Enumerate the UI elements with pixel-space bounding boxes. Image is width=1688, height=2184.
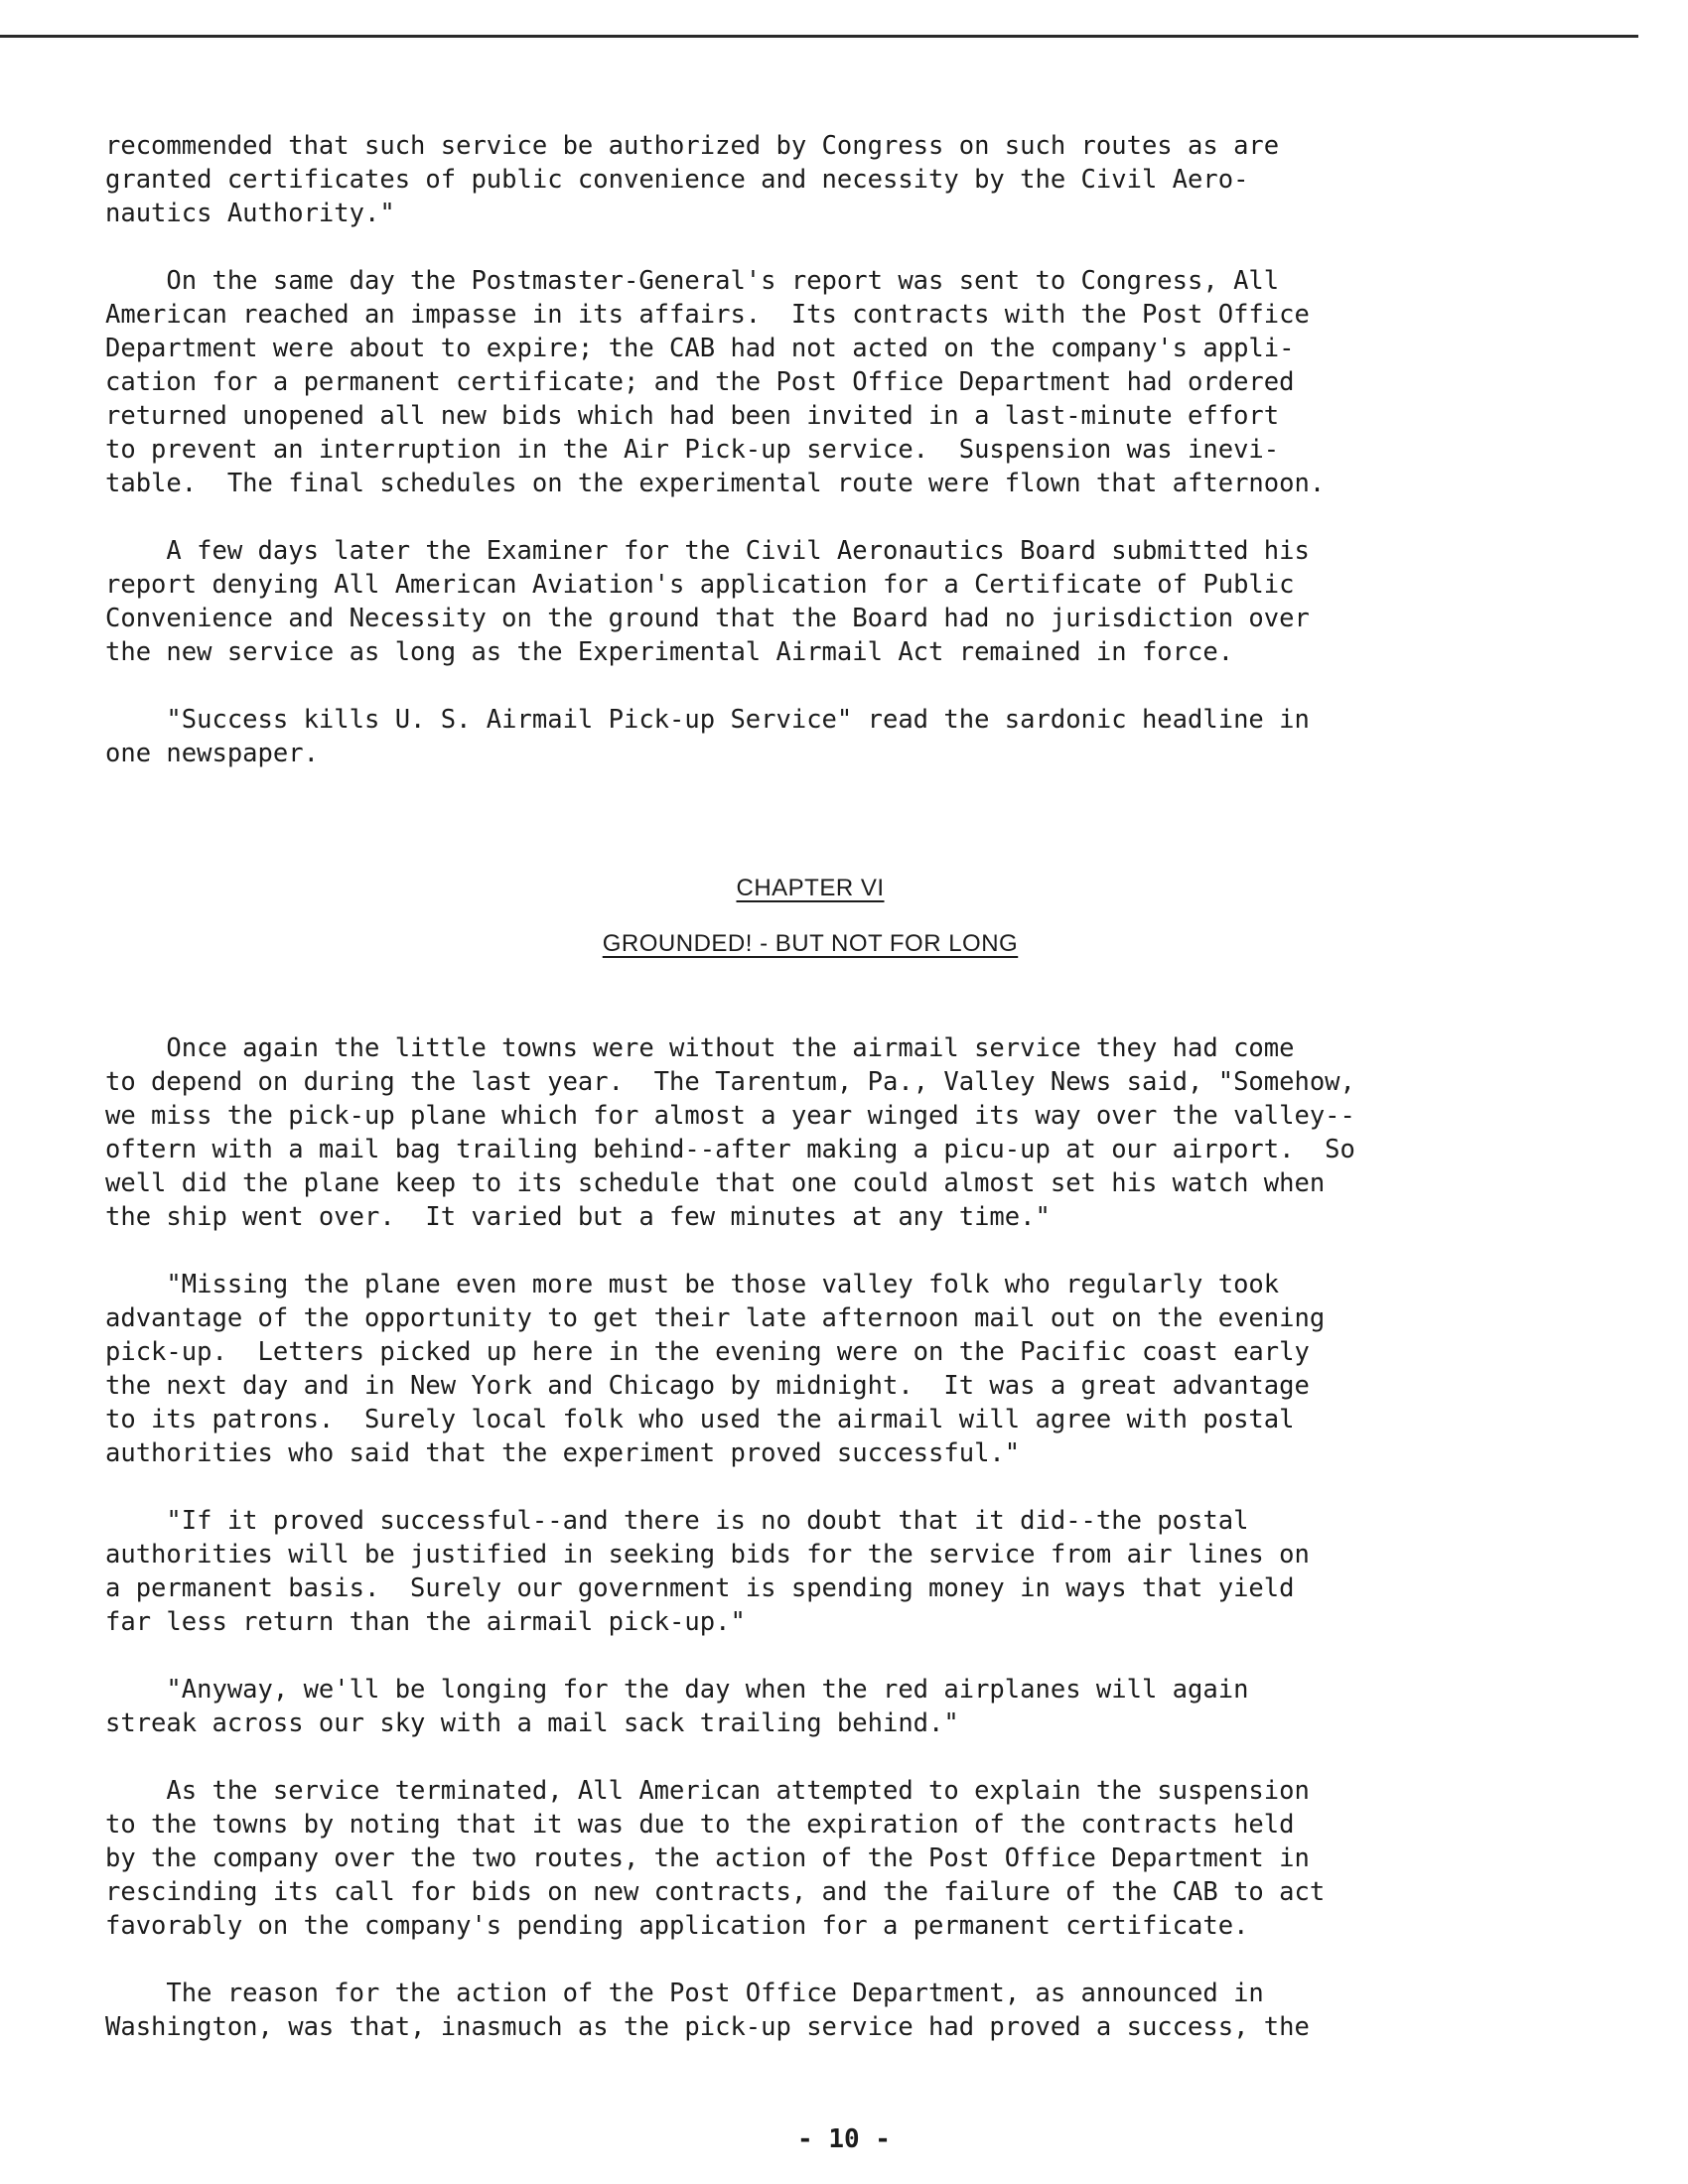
- chapter-title: [105, 927, 1515, 961]
- paragraph: As the service terminated, All American attempted to explain the suspension to the towns by noting that it was due to the expiration of the contracts held by the company over the two routes, the action of the Post Office Department in rescinding its call for bids on new contracts, and the failure of the CAB to act favorably on the company's pending application for a permanent certificate.: [105, 1776, 1326, 1941]
- paragraph: The reason for the action of the Post Office Department, as announced in Washington, was that, inasmuch as the pick-up service had proved a success, the: [105, 1979, 1310, 2042]
- paragraph: recommended that such service be authorized by Congress on such routes as are granted certificates of public convenience and necessity by the Civil Aero- nautics Authority.": [105, 131, 1280, 228]
- paragraph: "Anyway, we'll be longing for the day when the red airplanes will again streak across our sky with a mail sack trailing behind.": [105, 1675, 1249, 1738]
- paragraph: "If it proved successful--and there is no doubt that it did--the postal authorities will be justified in seeking bids for the service from air lines on a permanent basis. Surely our government is spending money in ways that yield far less return than the airmail pick-up.": [105, 1506, 1310, 1637]
- page-number: - 10 -: [797, 2124, 891, 2154]
- chapter-title-text: GROUNDED! - BUT NOT FOR LONG: [602, 930, 1019, 957]
- paragraph: "Success kills U. S. Airmail Pick-up Service" read the sardonic headline in one newspaper.: [105, 705, 1310, 768]
- chapter-heading: [105, 872, 1515, 905]
- paragraph: "Missing the plane even more must be those valley folk who regularly took advantage of the opportunity to get their late afternoon mail out on the evening pick-up. Letters picked up here in the evening were on the Pacific coast early the next day and in New York and Chicago by midnight. It was a great advantage to its patrons. Surely local folk who used the airmail will agree with postal authorities who said that the experiment proved successful.": [105, 1270, 1326, 1468]
- paragraph: Once again the little towns were without the airmail service they had come to depend on during the last year. The Tarentum, Pa., Valley News said, "Somehow, we miss the pick-up plane which for almost a year winged its way over the valley-- oftern with a mail bag trailing behind--after making a picu-up at our airport. So well did the plane keep to its schedule that one could almost set his watch when the ship went over. It varied but a few minutes at any time.": [105, 1033, 1355, 1232]
- paragraph: A few days later the Examiner for the Civil Aeronautics Board submitted his report denying All American Aviation's application for a Certificate of Public Convenience and Necessity on the ground that the Board had no jurisdiction over the new service as long as the Experimental Airmail Act remained in force.: [105, 536, 1310, 667]
- chapter-heading-text: CHAPTER VI: [736, 875, 885, 901]
- top-rule: [0, 35, 1638, 38]
- page-body: [105, 129, 1515, 2044]
- paragraph: On the same day the Postmaster-General's report was sent to Congress, All American reached an impasse in its affairs. Its contracts with the Post Office Department were about to expire; the CAB had not acted on the company's appli- cation for a permanent certificate; and the Post Office Department had ordered returned unopened all new bids which had been invited in a last-minute effort to prevent an interruption in the Air Pick-up service. Suspension was inevi- table. The final schedules on the experimental route were flown that afternoon.: [105, 266, 1326, 498]
